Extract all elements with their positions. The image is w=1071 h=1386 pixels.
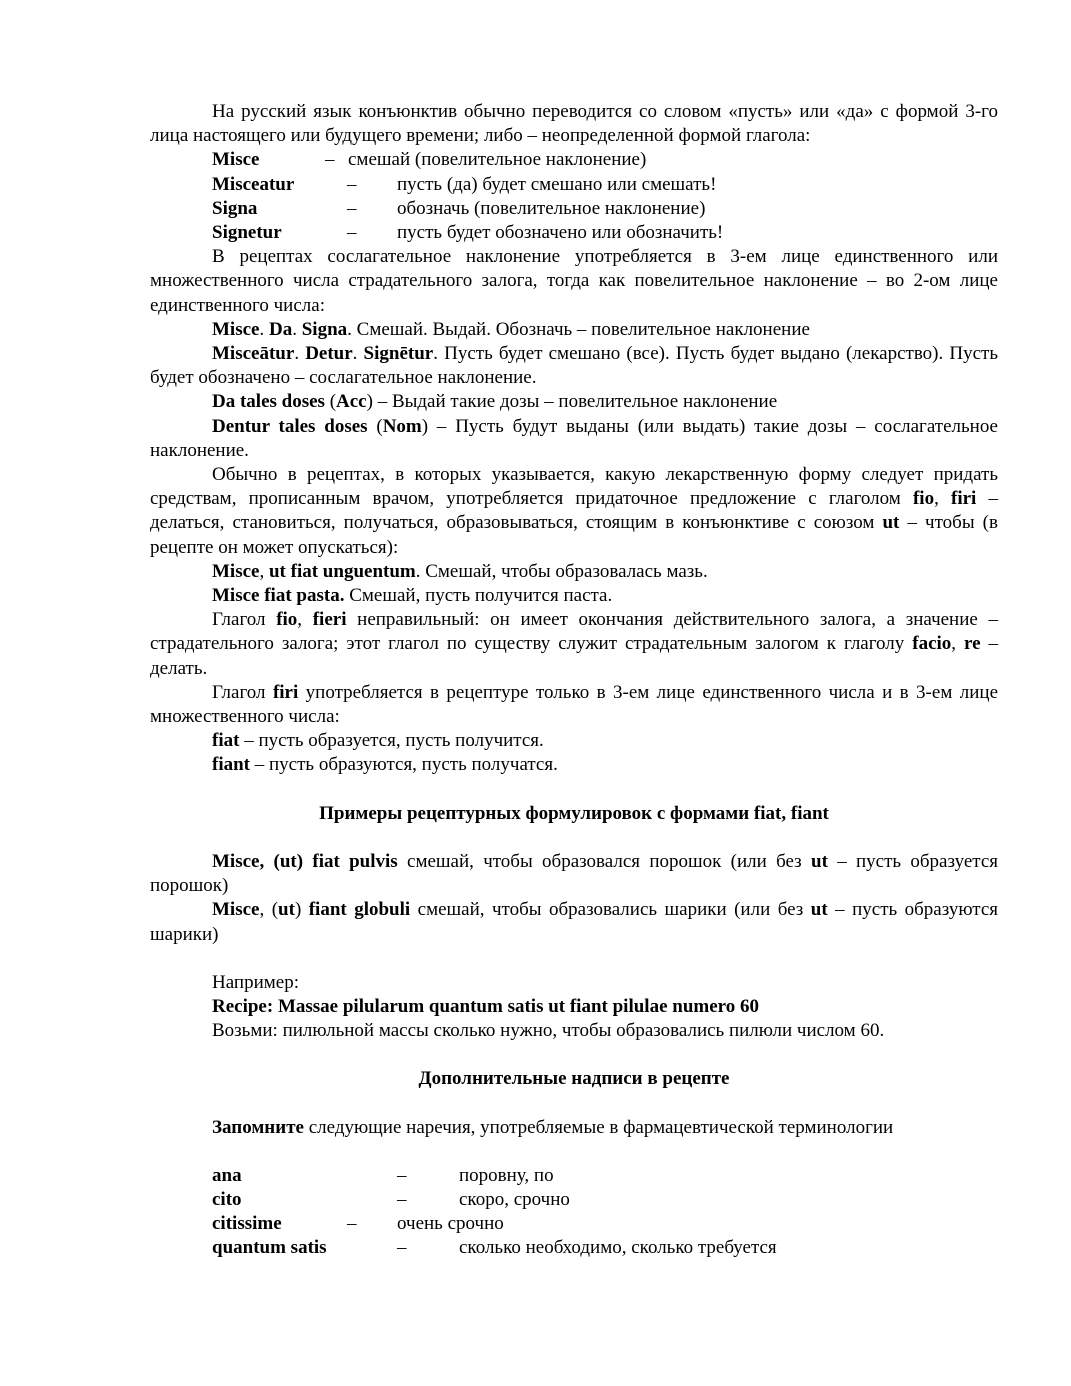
term: Signa [212, 197, 258, 219]
recipe-latin: Recipe: Massae pilularum quantum satis ut fiant pilulae numero 60 [212, 995, 759, 1017]
adverb-row [150, 1164, 998, 1188]
example-dentur-tales-doses: Dentur tales doses (Nom) – Пусть будут выданы (или выдать) такие дозы – сослагательное наклонение. [150, 415, 998, 461]
term: Signetur [212, 222, 282, 244]
example-fiant: fiant – пусть образуются, пусть получатся. [212, 754, 558, 776]
dash: – [397, 1237, 407, 1259]
remember-line: Запомните следующие наречия, употребляемые в фармацевтической терминологии [212, 1116, 894, 1138]
meaning: сколько необходимо, сколько требуется [459, 1237, 777, 1259]
paragraph-fio: Обычно в рецептах, в которых указывается, какую лекарственную форму следует придать средствам, прописанным врачом, употребляется придаточное предложение с глаголом fio, firi – делаться, становиться, получаться, образовываться, стоящим в конъюнктиве с союзом ut – чтобы (в рецепте он может опускаться): [150, 464, 998, 558]
example-imperative: Misce. Da. Signa. Смешай. Выдай. Обозначь – повелительное наклонение [212, 318, 810, 340]
adverb: ana [212, 1164, 242, 1186]
dash: – [397, 1164, 407, 1186]
adverb: quantum satis [212, 1237, 327, 1259]
document-page [150, 100, 998, 1261]
example-da-tales-doses: Da tales doses (Acc) – Выдай такие дозы – повелительное наклонение [212, 391, 778, 413]
dash: – [347, 1213, 357, 1235]
translation: смешай (повелительное наклонение) [348, 149, 647, 171]
adverb: cito [212, 1188, 242, 1210]
example-pulvis: Misce, (ut) fiat pulvis смешай, чтобы образовался порошок (или без ut – пусть образуется порошок) [150, 850, 998, 897]
adverb-row [150, 1236, 998, 1260]
term-row [150, 197, 998, 221]
dash: – [397, 1188, 407, 1210]
section-heading-examples: Примеры рецептурных формулировок с формами fiat, fiant [319, 802, 829, 824]
meaning: скоро, срочно [459, 1188, 570, 1210]
section-heading-inscriptions: Дополнительные надписи в рецепте [418, 1068, 730, 1090]
dash: – [325, 149, 335, 171]
adverb-row [150, 1212, 998, 1236]
term: Misce [212, 149, 260, 171]
paragraph-firi: Глагол firi употребляется в рецептуре только в 3-ем лице единственного числа и в 3-ем лице множественного числа: [150, 681, 998, 728]
term-row [150, 148, 998, 172]
adverb: citissime [212, 1213, 282, 1235]
meaning: поровну, по [459, 1164, 554, 1186]
paragraph-intro: На русский язык конъюнктив обычно переводится со словом «пусть» или «да» с формой 3-го лица настоящего или будущего времени; либо – неопределенной формой глагола: [150, 101, 998, 147]
translation: пусть будет обозначено или обозначить! [397, 222, 724, 244]
example-pasta: Misce fiat pasta. Смешай, пусть получится паста. [212, 585, 613, 607]
example-fiat: fiat – пусть образуется, пусть получится. [212, 730, 544, 752]
recipe-translation: Возьми: пилюльной массы сколько нужно, чтобы образовались пилюли числом 60. [212, 1020, 885, 1042]
example-unguentum: Misce, ut fiat unguentum. Смешай, чтобы образовалась мазь. [212, 560, 708, 582]
term-row [150, 173, 998, 197]
dash: – [347, 197, 357, 219]
example-label: Например: [212, 971, 299, 993]
term: Misceatur [212, 173, 295, 195]
paragraph-fieri: Глагол fio, fieri неправильный: он имеет окончания действительного залога, а значение – страдательного залога; этот глагол по существу служит страдательным залогом к глаголу facio, re – делать. [150, 609, 999, 679]
adverb-row [150, 1188, 998, 1212]
example-subjunctive: Misceātur. Detur. Signētur. Пусть будет смешано (все). Пусть будет выдано (лекарство). Пусть будет обозначено – сослагательное наклонение. [150, 343, 998, 389]
meaning: очень срочно [397, 1213, 504, 1235]
translation: пусть (да) будет смешано или смешать! [397, 173, 717, 195]
dash: – [347, 222, 357, 244]
example-globuli: Misce, (ut) fiant globuli смешай, чтобы образовались шарики (или без ut – пусть образуются шарики) [150, 899, 998, 945]
term-row [150, 221, 998, 245]
translation: обозначь (повелительное наклонение) [397, 197, 706, 219]
dash: – [347, 173, 357, 195]
paragraph-subjunctive: В рецептах сослагательное наклонение употребляется в 3-ем лице единственного или множественного числа страдательного залога, тогда как повелительное наклонение – во 2-ом лице единственного числа: [150, 246, 998, 316]
